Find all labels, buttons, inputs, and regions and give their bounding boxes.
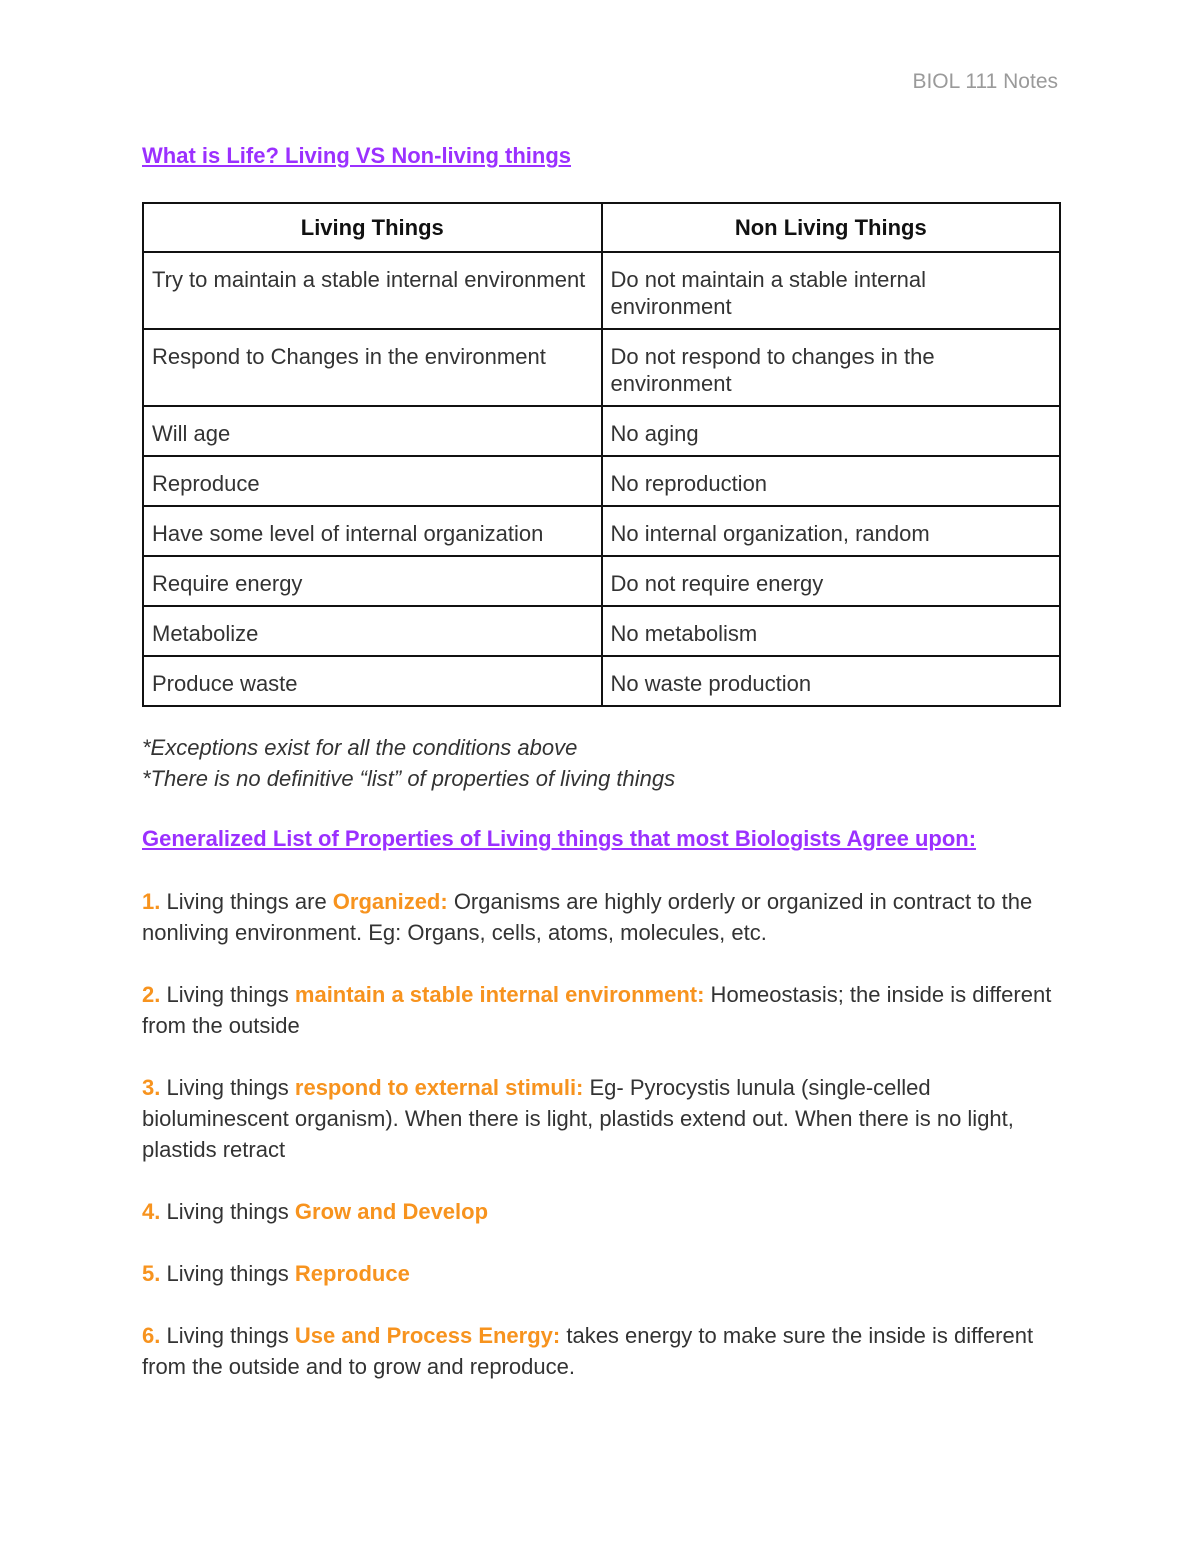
table-row — [143, 252, 1060, 329]
table-cell-non-living: No internal organization, random — [602, 506, 1061, 556]
table-row — [143, 606, 1060, 656]
item-description: takes energy to make sure the inside is different from the outside and to grow and reproduce. — [142, 1323, 1034, 1379]
item-number: 3. — [142, 1075, 161, 1100]
table-cell-living: Will age — [143, 406, 602, 456]
item-title: Grow and Develop — [294, 1199, 489, 1224]
item-title: Organized: — [332, 889, 448, 914]
table-cell-living: Respond to Changes in the environment — [143, 329, 602, 406]
table-cell-non-living: No aging — [602, 406, 1061, 456]
item-description: Eg- Pyrocystis lunula (single-celled bioluminescent organism). When there is light, plastids extend out. When there is no light, plastids retract — [142, 1075, 1014, 1162]
column-header-non-living: Non Living Things — [602, 203, 1061, 252]
list-item — [142, 1072, 1072, 1165]
item-title: respond to external stimuli: — [294, 1075, 584, 1100]
item-lead: Living things — [160, 1199, 295, 1224]
table-row — [143, 406, 1060, 456]
list-item — [142, 979, 1072, 1041]
list-item — [142, 1258, 1072, 1289]
footnote-no-list: *There is no definitive “list” of properties of living things — [142, 766, 676, 791]
item-number: 2. — [142, 982, 161, 1007]
list-item — [142, 1196, 1072, 1227]
item-description: Organisms are highly orderly or organized in contract to the nonliving environment. Eg: Organs, cells, atoms, molecules, etc. — [142, 889, 1033, 945]
table-row — [143, 506, 1060, 556]
footnotes — [142, 732, 675, 794]
table-cell-non-living: Do not maintain a stable internal environment — [602, 252, 1061, 329]
item-number: 4. — [142, 1199, 161, 1224]
item-lead: Living things — [160, 1261, 295, 1286]
table-header-row — [143, 203, 1060, 252]
item-lead: Living things — [160, 1323, 295, 1348]
section-title-what-is-life: What is Life? Living VS Non-living things — [142, 143, 571, 168]
item-number: 5. — [142, 1261, 161, 1286]
table-cell-living: Metabolize — [143, 606, 602, 656]
item-lead: Living things — [160, 1075, 295, 1100]
item-number: 1. — [142, 889, 161, 914]
table-cell-living: Require energy — [143, 556, 602, 606]
comparison-table — [142, 202, 1061, 707]
item-description: Homeostasis; the inside is different from the outside — [142, 982, 1052, 1038]
table-cell-non-living: No reproduction — [602, 456, 1061, 506]
item-number: 6. — [142, 1323, 161, 1348]
table-cell-living: Produce waste — [143, 656, 602, 706]
table-cell-non-living: Do not require energy — [602, 556, 1061, 606]
table-row — [143, 656, 1060, 706]
table-cell-living: Reproduce — [143, 456, 602, 506]
item-lead: Living things — [160, 982, 295, 1007]
column-header-living: Living Things — [143, 203, 602, 252]
properties-list — [142, 886, 1072, 1413]
table-cell-non-living: Do not respond to changes in the environment — [602, 329, 1061, 406]
list-item — [142, 1320, 1072, 1382]
table-cell-living: Have some level of internal organization — [143, 506, 602, 556]
item-title: Reproduce — [294, 1261, 410, 1286]
list-item — [142, 886, 1072, 948]
table-row — [143, 329, 1060, 406]
table-row — [143, 456, 1060, 506]
table-row — [143, 556, 1060, 606]
table-cell-non-living: No waste production — [602, 656, 1061, 706]
page-header: BIOL 111 Notes — [912, 70, 1058, 93]
item-title: Use and Process Energy: — [294, 1323, 561, 1348]
item-title: maintain a stable internal environment: — [294, 982, 705, 1007]
section-title-properties: Generalized List of Properties of Living things that most Biologists Agree upon: — [142, 826, 977, 851]
table-cell-living: Try to maintain a stable internal environment — [143, 252, 602, 329]
footnote-exceptions: *Exceptions exist for all the conditions above — [142, 735, 578, 760]
item-lead: Living things are — [160, 889, 333, 914]
table-cell-non-living: No metabolism — [602, 606, 1061, 656]
